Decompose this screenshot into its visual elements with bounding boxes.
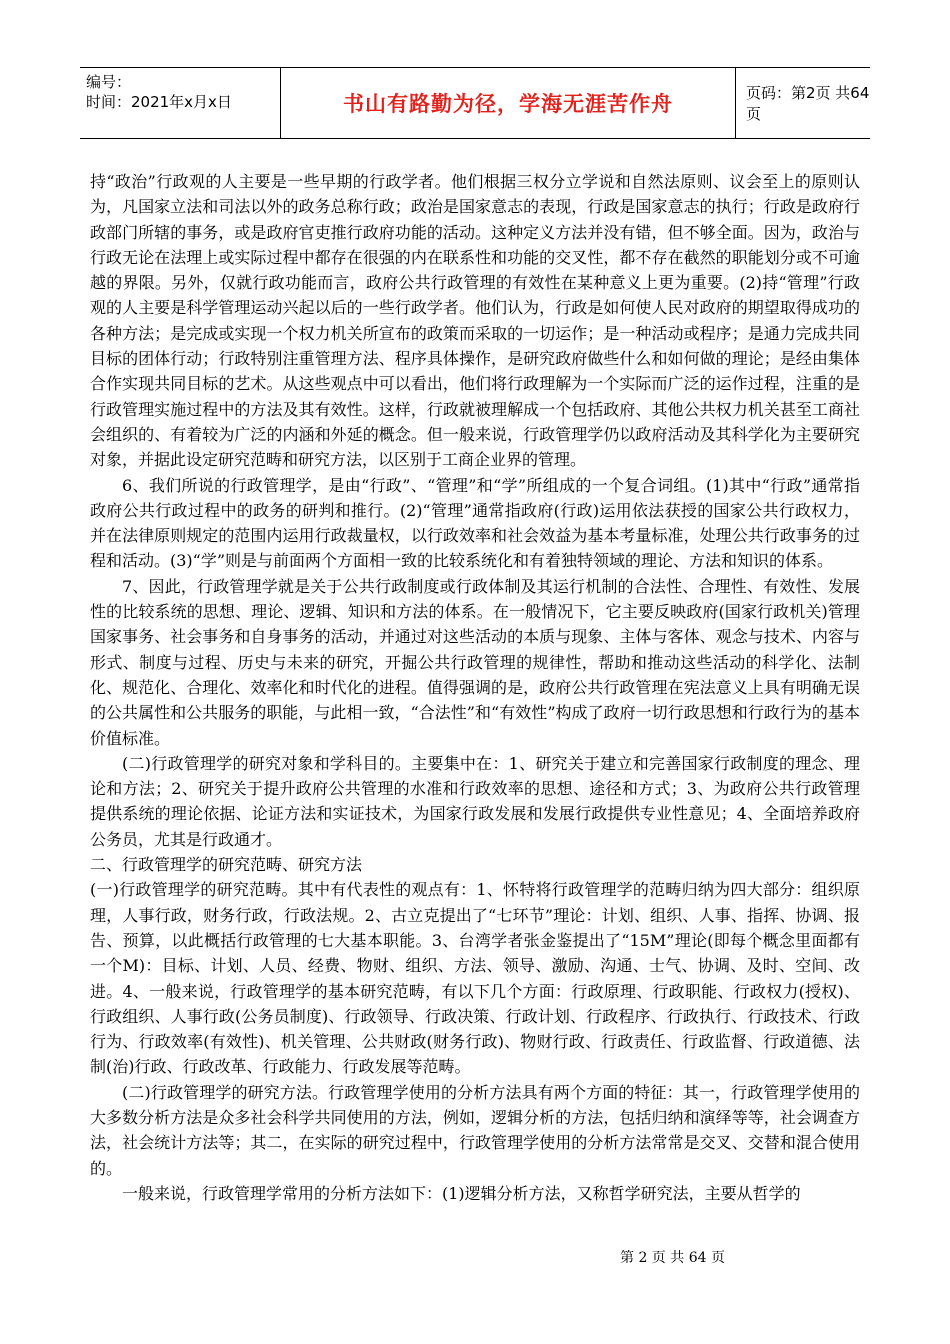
header-meta (80, 68, 280, 138)
section-heading: 二、行政管理学的研究范畴、研究方法 (90, 855, 363, 875)
document-number-label: 编号： (86, 73, 132, 91)
body-paragraph: (二)行政管理学的研究对象和学科目的。主要集中在：1、研究关于建立和完善国家行政制度的理念、理论和方法；2、研究关于提升政府公共管理的水准和行政效率的思想、途径和方式；3、为政府公共行政管理提供系统的理论依据、论证方法和实证技术，为国家行政发展和发展行政提供专业性意见；4、全面培养政府公务员，尤其是行政通才。 (90, 753, 860, 849)
page-header (80, 67, 870, 139)
body-paragraph: 6、我们所说的行政管理学，是由“行政”、“管理”和“学”所组成的一个复合词组。(1)其中“行政”通常指政府公共行政过程中的政务的研判和推行。(2)“管理”通常指政府(行政)运用依法获授的国家公共行政权力，并在法律原则规定的范围内运用行政裁量权，以行政效率和社会效益为基本考量标准，处理公共行政事务的过程和活动。(3)“学”则是与前面两个方面相一致的比较系统化和有着独特领域的理论、方法和知识的体系。 (90, 475, 860, 571)
header-page-number: 页码：第2页 共64页 (746, 84, 870, 123)
page-footer: 第 2 页 共 64 页 (620, 1250, 725, 1266)
body-paragraph: 持“政治”行政观的人主要是一些早期的行政学者。他们根据三权分立学说和自然法原则、议会至上的原则认为，凡国家立法和司法以外的政务总称行政；政治是国家意志的表现，行政是国家意志的执行；行政是政府行政部门所辖的事务，或是政府官吏推行政府功能的活动。这种定义方法并没有错，但不够全面。因为，政治与行政无论在法理上或实际过程中都存在很强的内在联系性和功能的交叉性，都不存在截然的职能划分或不可逾越的界限。另外，仅就行政功能而言，政府公共行政管理的有效性在某种意义上更为重要。(2)持“管理”行政观的人主要是科学管理运动兴起以后的一些行政学者。他们认为，行政是如何使人民对政府的期望取得成功的各种方法；是完成或实现一个权力机关所宣布的政策而采取的一切运作；是一种活动或程序；是通力完成共同目标的团体行动；行政特别注重管理方法、程序具体操作，是研究政府做些什么和如何做的理论；是经由集体合作实现共同目标的艺术。从这些观点中可以看出，他们将行政理解为一个实际而广泛的运作过程，注重的是行政管理实施过程中的方法及其有效性。这样，行政就被理解成一个包括政府、其他公共权力机关甚至工商社会组织的、有着较为广泛的内涵和外延的概念。但一般来说，行政管理学仍以政府活动及其科学化为主要研究对象，并据此设定研究范畴和研究方法，以区别于工商企业界的管理。 (90, 172, 860, 470)
body-paragraph: 7、因此，行政管理学就是关于公共行政制度或行政体制及其运行机制的合法性、合理性、有效性、发展性的比较系统的思想、理论、逻辑、知识和方法的体系。在一般情况下，它主要反映政府(国家行政机关)管理国家事务、社会事务和自身事务的活动，并通过对这些活动的本质与现象、主体与客体、观念与技术、内容与形式、制度与过程、历史与未来的研究，开掘公共行政管理的规律性，帮助和推动这些活动的科学化、法制化、规范化、合理化、效率化和时代化的进程。值得强调的是，政府公共行政管理在宪法意义上具有明确无误的公共属性和公共服务的职能，与此相一致，“合法性”和“有效性”构成了政府一切行政思想和行政行为的基本价值标准。 (90, 576, 860, 748)
header-motto: 书山有路勤为径，学海无涯苦作舟 (343, 92, 673, 116)
header-motto-cell (280, 68, 736, 138)
document-body (90, 169, 860, 1206)
header-page-cell (736, 68, 870, 138)
body-paragraph: (一)行政管理学的研究范畴。其中有代表性的观点有：1、怀特将行政管理学的范畴归纳为四大部分：组织原理，人事行政，财务行政，行政法规。2、古立克提出了“七环节”理论：计划、组织、人事、指挥、协调、报告、预算，以此概括行政管理的七大基本职能。3、台湾学者张金鉴提出了“15M”理论(即每个概念里面都有一个M)：目标、计划、人员、经费、物财、组织、方法、领导、激励、沟通、士气、协调、及时、空间、改进。4、一般来说，行政管理学的基本研究范畴，有以下几个方面：行政原理、行政职能、行政权力(授权)、行政组织、人事行政(公务员制度)、行政领导、行政决策、行政计划、行政程序、行政执行、行政技术、行政行为、行政效率(有效性)、机关管理、公共财政(财务行政)、物财行政、行政责任、行政监督、行政道德、法制(治)行政、行政改革、行政能力、行政发展等范畴。 (90, 880, 860, 1077)
body-paragraph: (二)行政管理学的研究方法。行政管理学使用的分析方法具有两个方面的特征：其一，行政管理学使用的大多数分析方法是众多社会科学共同使用的方法，例如，逻辑分析的方法，包括归纳和演绎等等，社会调查方法，社会统计方法等；其二，在实际的研究过程中，行政管理学使用的分析方法常常是交叉、交替和混合使用的。 (90, 1082, 860, 1178)
body-paragraph: 一般来说，行政管理学常用的分析方法如下：(1)逻辑分析方法，又称哲学研究法，主要从哲学的 (122, 1183, 801, 1203)
document-date-label: 时间：2021年x月x日 (86, 93, 232, 111)
